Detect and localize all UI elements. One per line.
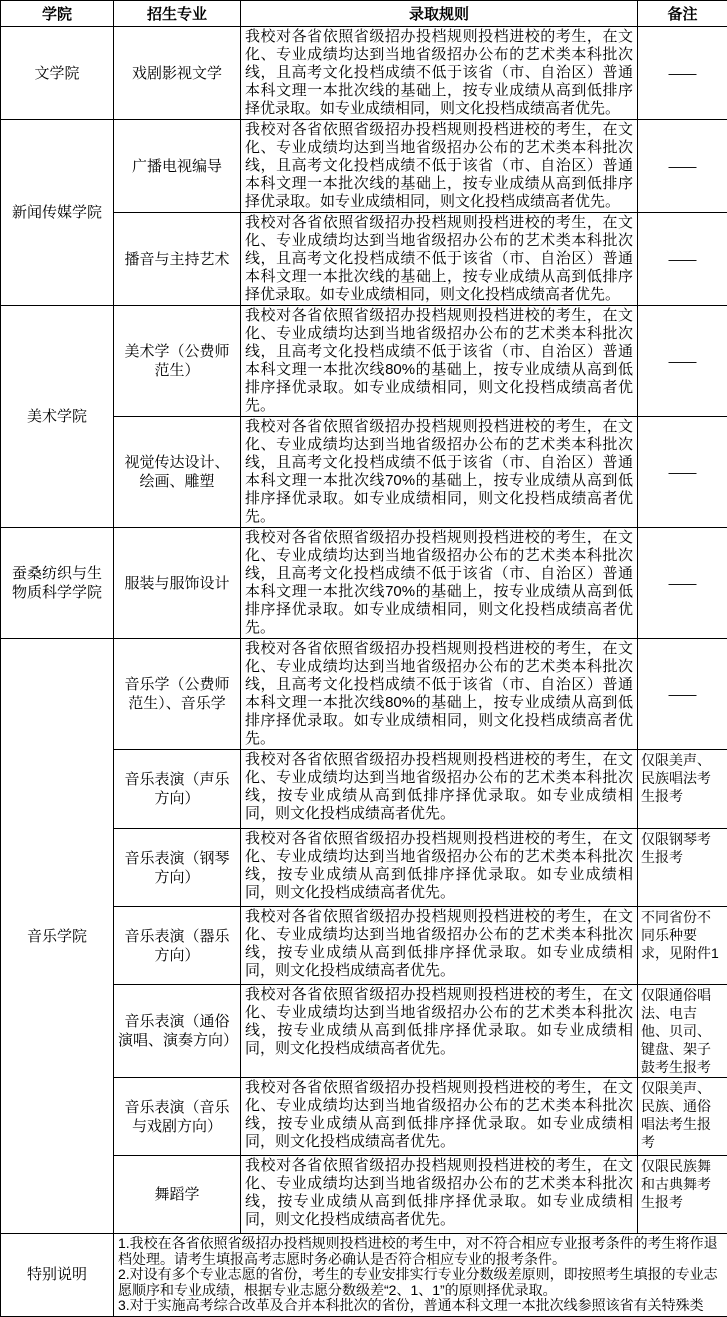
rule-cell: 我校对各省依照省级招办投档规则投档进校的考生，在文化、专业成绩均达到当地省级招办公布的艺术类本科批次线，按专业成绩从高到低排序择优录取。如专业成绩相同，则文化投档成绩高者优先。 — [241, 1156, 638, 1234]
major-cell: 音乐表演（声乐方向） — [114, 750, 241, 829]
header-row — [1, 1, 727, 27]
col-header-rule: 录取规则 — [241, 1, 638, 27]
col-header-note: 备注 — [638, 1, 727, 27]
major-cell: 视觉传达设计、绘画、雕塑 — [114, 417, 241, 528]
table-row — [1, 27, 727, 120]
major-cell: 音乐表演（通俗演唱、演奏方向） — [114, 985, 241, 1078]
special-note-item: 1.我校在各省依照省级招办投档规则投档进校的考生中，对不符合相应专业报考条件的考生将作退档处理。请考生填报高考志愿时务必确认是否符合相应专业的报考条件。 — [118, 1236, 723, 1267]
note-cell: —— — [638, 27, 727, 120]
note-cell: 仅限美声、民族唱法考生报考 — [638, 750, 727, 829]
major-cell: 播音与主持艺术 — [114, 213, 241, 306]
rule-cell: 我校对各省依照省级招办投档规则投档进校的考生，在文化、专业成绩均达到当地省级招办公布的艺术类本科批次线，按专业成绩从高到低排序择优录取。如专业成绩相同，则文化投档成绩高者优先。 — [241, 985, 638, 1078]
special-note-content — [114, 1234, 727, 1317]
note-cell: 仅限美声、民族、通俗唱法考生报考 — [638, 1078, 727, 1156]
college-cell: 文学院 — [1, 27, 114, 120]
note-cell: —— — [638, 120, 727, 213]
major-cell: 戏剧影视文学 — [114, 27, 241, 120]
rule-cell: 我校对各省依照省级招办投档规则投档进校的考生，在文化、专业成绩均达到当地省级招办公布的艺术类本科批次线，按专业成绩从高到低排序择优录取。如专业成绩相同，则文化投档成绩高者优先。 — [241, 907, 638, 985]
note-cell: 仅限民族舞和古典舞考生报考 — [638, 1156, 727, 1234]
special-note-item: 3.对于实施高考综合改革及合并本科批次的省份，普通本科文理一本批次线参照该省有关特殊类 — [118, 1298, 723, 1314]
col-header-college: 学院 — [1, 1, 114, 27]
table-row — [1, 528, 727, 639]
note-cell: —— — [638, 417, 727, 528]
rule-cell: 我校对各省依照省级招办投档规则投档进校的考生，在文化、专业成绩均达到当地省级招办公布的艺术类本科批次线，且高考文化投档成绩不低于该省（市、自治区）普通本科文理一本批次线的基础上，按专业成绩从高到低排序择优录取。如专业成绩相同，则文化投档成绩高者优先。 — [241, 27, 638, 120]
major-cell: 音乐学（公费师范生）、音乐学 — [114, 639, 241, 750]
rule-cell: 我校对各省依照省级招办投档规则投档进校的考生，在文化、专业成绩均达到当地省级招办公布的艺术类本科批次线，且高考文化投档成绩不低于该省（市、自治区）普通本科文理一本批次线70%的基础上，按专业成绩从高到低排序择优录取。如专业成绩相同，则文化投档成绩高者优先。 — [241, 528, 638, 639]
major-cell: 美术学（公费师范生） — [114, 306, 241, 417]
note-cell: —— — [638, 639, 727, 750]
note-cell: —— — [638, 213, 727, 306]
table-row — [1, 306, 727, 417]
note-cell: 不同省份不同乐种要求，见附件1 — [638, 907, 727, 985]
special-note-label: 特别说明 — [1, 1234, 114, 1317]
rule-cell: 我校对各省依照省级招办投档规则投档进校的考生，在文化、专业成绩均达到当地省级招办公布的艺术类本科批次线，按专业成绩从高到低排序择优录取。如专业成绩相同，则文化投档成绩高者优先。 — [241, 750, 638, 829]
rule-cell: 我校对各省依照省级招办投档规则投档进校的考生，在文化、专业成绩均达到当地省级招办公布的艺术类本科批次线，且高考文化投档成绩不低于该省（市、自治区）普通本科文理一本批次线80%的基础上，按专业成绩从高到低排序择优录取。如专业成绩相同，则文化投档成绩高者优先。 — [241, 639, 638, 750]
rule-cell: 我校对各省依照省级招办投档规则投档进校的考生，在文化、专业成绩均达到当地省级招办公布的艺术类本科批次线，且高考文化投档成绩不低于该省（市、自治区）普通本科文理一本批次线的基础上，按专业成绩从高到低排序择优录取。如专业成绩相同，则文化投档成绩高者优先。 — [241, 120, 638, 213]
rule-cell: 我校对各省依照省级招办投档规则投档进校的考生，在文化、专业成绩均达到当地省级招办公布的艺术类本科批次线，且高考文化投档成绩不低于该省（市、自治区）普通本科文理一本批次线的基础上，按专业成绩从高到低排序择优录取。如专业成绩相同，则文化投档成绩高者优先。 — [241, 213, 638, 306]
rule-cell: 我校对各省依照省级招办投档规则投档进校的考生，在文化、专业成绩均达到当地省级招办公布的艺术类本科批次线，且高考文化投档成绩不低于该省（市、自治区）普通本科文理一本批次线80%的基础上，按专业成绩从高到低排序择优录取。如专业成绩相同，则文化投档成绩高者优先。 — [241, 306, 638, 417]
note-cell: —— — [638, 306, 727, 417]
major-cell: 音乐表演（钢琴方向） — [114, 829, 241, 907]
note-cell: 仅限通俗唱法、电吉他、贝司、键盘、架子鼓考生报考 — [638, 985, 727, 1078]
major-cell: 舞蹈学 — [114, 1156, 241, 1234]
special-note-row — [1, 1234, 727, 1317]
college-cell: 音乐学院 — [1, 639, 114, 1234]
major-cell: 音乐表演（音乐与戏剧方向） — [114, 1078, 241, 1156]
rule-cell: 我校对各省依照省级招办投档规则投档进校的考生，在文化、专业成绩均达到当地省级招办公布的艺术类本科批次线，按专业成绩从高到低排序择优录取。如专业成绩相同，则文化投档成绩高者优先。 — [241, 1078, 638, 1156]
rule-cell: 我校对各省依照省级招办投档规则投档进校的考生，在文化、专业成绩均达到当地省级招办公布的艺术类本科批次线，按专业成绩从高到低排序择优录取。如专业成绩相同，则文化投档成绩高者优先。 — [241, 829, 638, 907]
college-cell: 美术学院 — [1, 306, 114, 528]
col-header-major: 招生专业 — [114, 1, 241, 27]
special-note-item: 2.对设有多个专业志愿的省份，考生的专业安排实行专业分数级差原则，即按照考生填报的专业志愿顺序和专业成绩，根据专业志愿分数级差“2、1、1”的原则择优录取。 — [118, 1267, 723, 1298]
major-cell: 广播电视编导 — [114, 120, 241, 213]
note-cell: —— — [638, 528, 727, 639]
table-row — [1, 120, 727, 213]
college-cell: 新闻传媒学院 — [1, 120, 114, 306]
major-cell: 音乐表演（器乐方向） — [114, 907, 241, 985]
major-cell: 服装与服饰设计 — [114, 528, 241, 639]
note-cell: 仅限钢琴考生报考 — [638, 829, 727, 907]
table-row — [1, 639, 727, 750]
rule-cell: 我校对各省依照省级招办投档规则投档进校的考生，在文化、专业成绩均达到当地省级招办公布的艺术类本科批次线，且高考文化投档成绩不低于该省（市、自治区）普通本科文理一本批次线70%的基础上，按专业成绩从高到低排序择优录取。如专业成绩相同，则文化投档成绩高者优先。 — [241, 417, 638, 528]
college-cell: 蚕桑纺织与生物质科学学院 — [1, 528, 114, 639]
